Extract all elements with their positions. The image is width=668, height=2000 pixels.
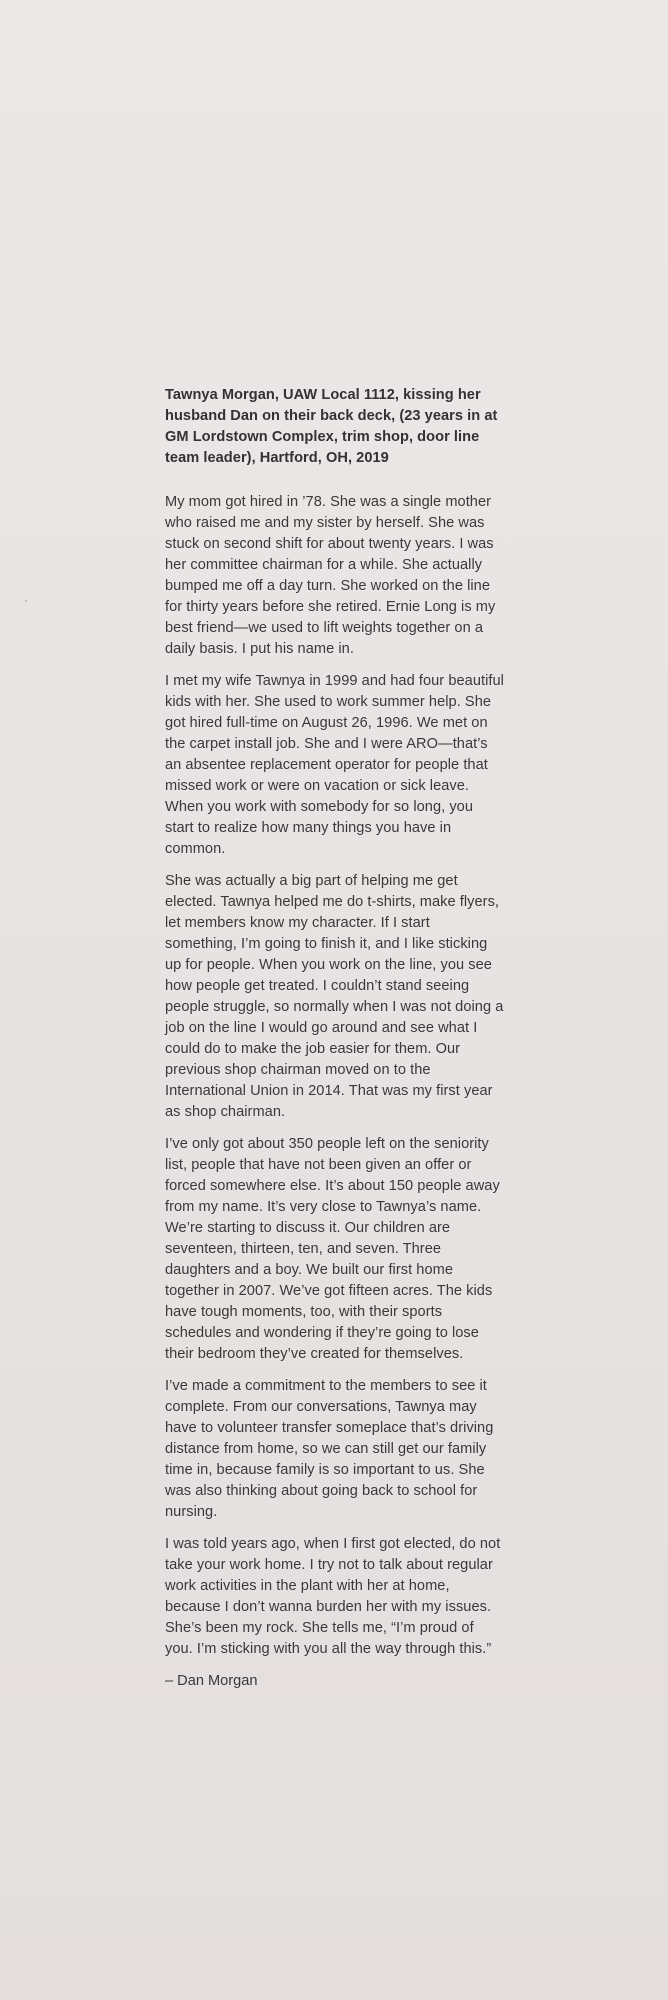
paragraph-rock: I was told years ago, when I first got elected, do not take your work home. I try not to talk about regular work activities in the plant with her at home, because I don’t wanna burden her with my issues. She’s been my rock. She tells me, “I’m proud of you. I’m sticking with you all the way through this.”	[165, 1536, 501, 1657]
paragraph-wife: I met my wife Tawnya in 1999 and had four beautiful kids with her. She used to work summer help. She got hired full-time on August 26, 1996. We met on the carpet install job. She and I were ARO—that’s an absentee replacement operator for people that missed work or were on vacation or sick leave. When you work with somebody for so long, you start to realize how many things you have in common.	[165, 673, 504, 857]
paragraph-election: She was actually a big part of helping me get elected. Tawnya helped me do t-shirts, make flyers, let members know my character. If I start something, I’m going to finish it, and I like sticking up for people. When you work on the line, you see how people get treated. I couldn’t stand seeing people struggle, so normally when I was not doing a job on the line I would go around and see what I could do to make the job easier for them. Our previous shop chairman moved on to the International Union in 2014. That was my first year as shop chairman.	[165, 873, 504, 1120]
paragraph-seniority: I’ve only got about 350 people left on the seniority list, people that have not been given an offer or forced somewhere else. It’s about 150 people away from my name. It’s very close to Tawnya’s name. We’re starting to discuss it. Our children are seventeen, thirteen, ten, and seven. Three daughters and a boy. We built our first home together in 2007. We’ve got fifteen acres. The kids have tough moments, too, with their sports schedules and wondering if they’re going to lose their bedroom they’ve created for themselves.	[165, 1136, 500, 1362]
paragraph-commitment: I’ve made a commitment to the members to see it complete. From our conversations, Tawnya may have to volunteer transfer someplace that’s driving distance from home, so we can still get our family time in, because family is so important to us. She was also thinking about going back to school for nursing.	[165, 1378, 494, 1520]
photo-caption: Tawnya Morgan, UAW Local 1112, kissing her husband Dan on their back deck, (23 years in at GM Lordstown Complex, trim shop, door line team leader), Hartford, OH, 2019	[165, 387, 498, 466]
text-column	[165, 385, 505, 1692]
paragraph-mother: My mom got hired in ’78. She was a single mother who raised me and my sister by herself. She was stuck on second shift for about twenty years. I was her committee chairman for a while. She actually bumped me off a day turn. She worked on the line for thirty years before she retired. Ernie Long is my best friend—we used to lift weights together on a daily basis. I put his name in.	[165, 494, 496, 657]
paper-speck	[25, 600, 27, 602]
signature: – Dan Morgan	[165, 1673, 258, 1689]
